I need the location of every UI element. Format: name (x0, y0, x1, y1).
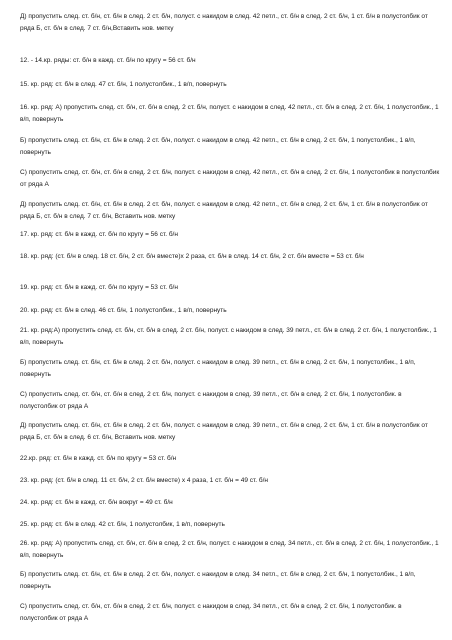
instruction-paragraph: 18. кр. ряд: (ст. б/н в след. 18 ст. б/н, 2 ст. б/н вместе)х 2 раза, ст. б/н в след. 14 ст. б/н, 2 ст. б/н вместе = 53 ст. б/н (20, 252, 364, 260)
instruction-paragraph: Д) пропустить след. ст. б/н, ст. б/н в след. 2 ст. б/н, полуст. с накидом в след. 42 петл., ст. б/н в след. 2 ст. б/н, 1 ст. б/н в полустолбик от ряда Б, ст. б/н в след. 7 ст. б/н, Вставить нов. метку (20, 200, 428, 220)
instruction-paragraph: С) пропустить след. ст. б/н, ст. б/н в след. 2 ст. б/н, полуст. с накидом в след. 34 петл., ст. б/н в след. 2 ст. б/н, 1 полустолбик. в полустолбик от ряда А (20, 602, 402, 622)
instruction-paragraph: 23. кр. ряд: (ст. б/н в след. 11 ст. б/н, 2 ст. б/н вместе) х 4 раза, 1 ст. б/н = 49 ст. б/н (20, 476, 269, 484)
instruction-paragraph: 21. кр. ряд:А) пропустить след. ст. б/н, ст. б/н в след. 2 ст. б/н, полуст. с накидом в след. 39 петл., ст. б/н в след. 2 ст. б/н, 1 полустолбик., 1 в/п, повернуть (20, 326, 437, 346)
instruction-paragraph: Б) пропустить след. ст. б/н, ст. б/н в след. 2 ст. б/н, полуст. с накидом в след. 34 петл., ст. б/н в след. 2 ст. б/н, 1 полустолбик., 1 в/п, повернуть (20, 570, 416, 590)
instruction-paragraph: Д) пропустить след. ст. б/н, ст. б/н в след. 2 ст. б/н, полуст. с накидом в след. 39 петл., ст. б/н в след. 2 ст. б/н, 1 ст. б/н в полустолбик от ряда Б, ст. б/н в след. 6 ст. б/н, Вставить нов. метку (20, 421, 428, 441)
instruction-paragraph: Б) пропустить след. ст. б/н, ст. б/н в след. 2 ст. б/н, полуст. с накидом в след. 42 петл., ст. б/н в след. 2 ст. б/н, 1 полустолбик., 1 в/п, повернуть (20, 136, 416, 156)
instruction-paragraph: 26. кр. ряд: А) пропустить след. ст. б/н, ст. б/н в след. 2 ст. б/н, полуст. с накидом в след. 34 петл., ст. б/н в след. 2 ст. б/н, 1 полустолбик., 1 в/п, повернуть (20, 539, 439, 559)
instruction-paragraph: 22.кр. ряд: ст. б/н в кажд. ст. б/н по кругу = 53 ст. б/н (20, 454, 177, 462)
instruction-paragraph: Д) пропустить след. ст. б/н, ст. б/н в след. 2 ст. б/н, полуст. с накидом в след. 42 петл., ст. б/н в след. 2 ст. б/н, 1 ст. б/н в полустолбик от ряда Б, ст. б/н в след. 7 ст. б/н,Вставить нов. метку (20, 12, 428, 32)
instruction-paragraph: 25. кр. ряд: ст. б/н в след. 42 ст. б/н, 1 полустолбик, 1 в/п, повернуть (20, 520, 225, 528)
instruction-paragraph: 24. кр. ряд: ст. б/н в кажд. ст. б/н вокруг = 49 ст. б/н (20, 498, 173, 506)
instruction-paragraph: 19. кр. ряд: ст. б/н в кажд. ст. б/н по кругу = 53 ст. б/н (20, 283, 178, 291)
instruction-paragraph: 15. кр. ряд: ст. б/н в след. 47 ст. б/н, 1 полустолбик., 1 в/п, повернуть (20, 80, 227, 88)
instruction-paragraph: 12. - 14.кр. ряды: ст. б/н в кажд. ст. б/н по кругу = 56 ст. б/н (20, 56, 196, 64)
instruction-paragraph: Б) пропустить след. ст. б/н, ст. б/н в след. 2 ст. б/н, полуст. с накидом в след. 39 петл., ст. б/н в след. 2 ст. б/н, 1 полустолбик., 1 в/п, повернуть (20, 358, 416, 378)
instruction-paragraph: 16. кр. ряд: А) пропустить след. ст. б/н, ст. б/н в след. 2 ст. б/н, полуст. с накидом в след. 42 петл., ст. б/н в след. 2 ст. б/н, 1 полустолбик., 1 в/п, повернуть (20, 103, 439, 123)
instruction-paragraph: 20. кр. ряд: ст. б/н в след. 46 ст. б/н, 1 полустолбик., 1 в/п, повернуть (20, 306, 227, 314)
instruction-paragraph: 17. кр. ряд: ст. б/н в кажд. ст. б/н по кругу = 56 ст. б/н (20, 230, 178, 238)
instruction-paragraph: С) пропустить след. ст. б/н, ст. б/н в след. 2 ст. б/н, полуст. с накидом в след. 42 петл., ст. б/н в след. 2 ст. б/н, 1 полустолбик в полустолбик от ряда А (20, 168, 440, 188)
instruction-paragraph: С) пропустить след. ст. б/н, ст. б/н в след. 2 ст. б/н, полуст. с накидом в след. 39 петл., ст. б/н в след. 2 ст. б/н, 1 полустолбик. в полустолбик от ряда А (20, 390, 402, 410)
